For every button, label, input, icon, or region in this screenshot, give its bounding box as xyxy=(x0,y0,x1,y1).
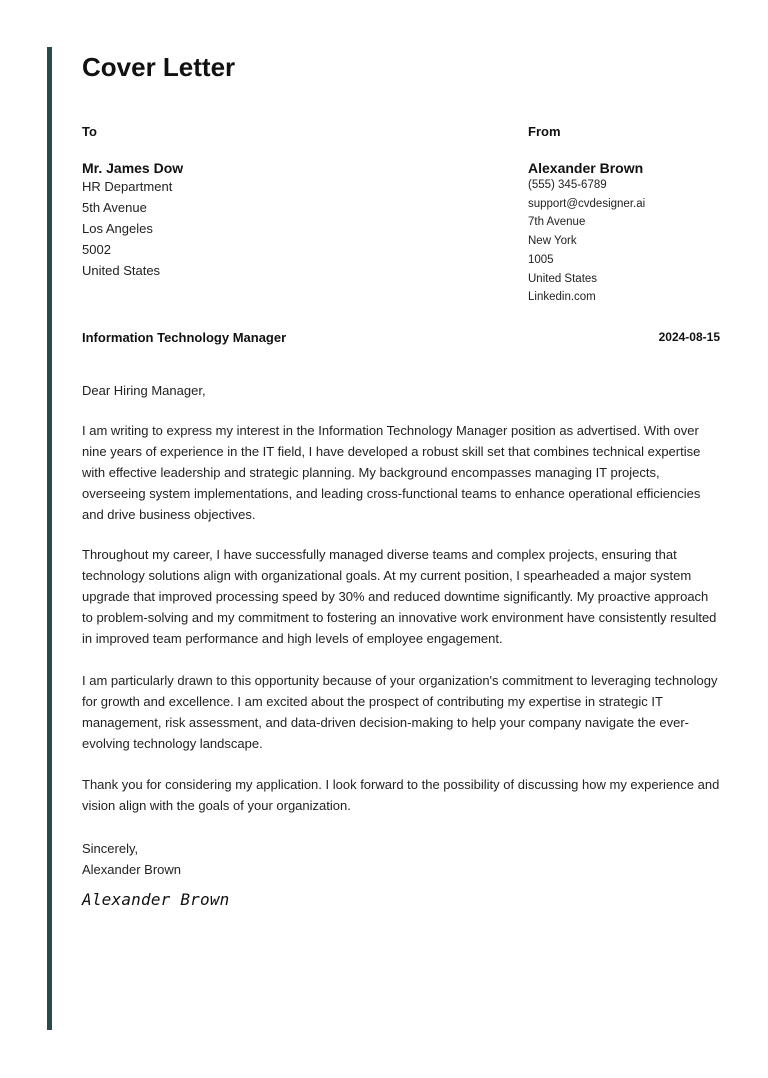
accent-bar xyxy=(47,47,52,1030)
recipient-city: Los Angeles xyxy=(82,221,153,236)
valediction: Sincerely, xyxy=(82,841,139,856)
closing-block xyxy=(82,838,181,880)
recipient-block xyxy=(82,124,382,281)
letter-subject: Information Technology Manager xyxy=(82,330,287,345)
sender-phone: (555) 345-6789 xyxy=(528,179,607,191)
page-title: Cover Letter xyxy=(82,52,236,82)
sender-city: New York xyxy=(528,235,577,248)
sender-email: support@cvdesigner.ai xyxy=(528,197,646,210)
body-paragraph: Throughout my career, I have successfully managed diverse teams and complex projects, ensuring that technology solutions align with organizational goals. At my current position, I spearheaded a major system upgrade that improved processing speed by 30% and reduced downtime significantly. My proactive approach to problem-solving and my commitment to fostering an innovative work environment have consistently resulted in improved team performance and high levels of employee engagement. xyxy=(82,547,717,646)
recipient-department: HR Department xyxy=(82,179,173,194)
from-heading: From xyxy=(528,124,561,139)
sender-postcode: 1005 xyxy=(528,253,554,266)
body-paragraph: I am writing to express my interest in the Information Technology Manager position as advertised. With over nine years of experience in the IT field, I have developed a robust skill set that combines technical expertise with effective leadership and strategic planning. My background encompasses managing IT projects, overseeing system implementations, and leading cross-functional teams to enhance operational efficiencies and drive business objectives. xyxy=(82,423,701,522)
sender-block xyxy=(528,124,720,307)
signature: Alexander Brown xyxy=(82,890,230,909)
sender-street: 7th Avenue xyxy=(528,216,586,229)
recipient-country: United States xyxy=(82,263,161,278)
body-paragraph: I am particularly drawn to this opportunity because of your organization's commitment to leveraging technology for growth and excellence. I am excited about the prospect of contributing my expertise in strategic IT management, risk assessment, and data-driven decision-making to help your company navigate the ever-evolving technology landscape. xyxy=(82,673,718,751)
sender-name: Alexander Brown xyxy=(528,160,644,176)
recipient-street: 5th Avenue xyxy=(82,200,147,215)
to-heading: To xyxy=(82,124,97,139)
closing-name: Alexander Brown xyxy=(82,862,181,877)
sender-country: United States xyxy=(528,272,598,285)
recipient-postcode: 5002 xyxy=(82,242,111,257)
body-paragraph: Thank you for considering my application. I look forward to the possibility of discussing how my experience and vision align with the goals of your organization. xyxy=(82,777,720,813)
letter-date: 2024-08-15 xyxy=(658,330,720,344)
recipient-name: Mr. James Dow xyxy=(82,160,184,176)
sender-linkedin: Linkedin.com xyxy=(528,291,596,304)
greeting: Dear Hiring Manager, xyxy=(82,383,206,398)
